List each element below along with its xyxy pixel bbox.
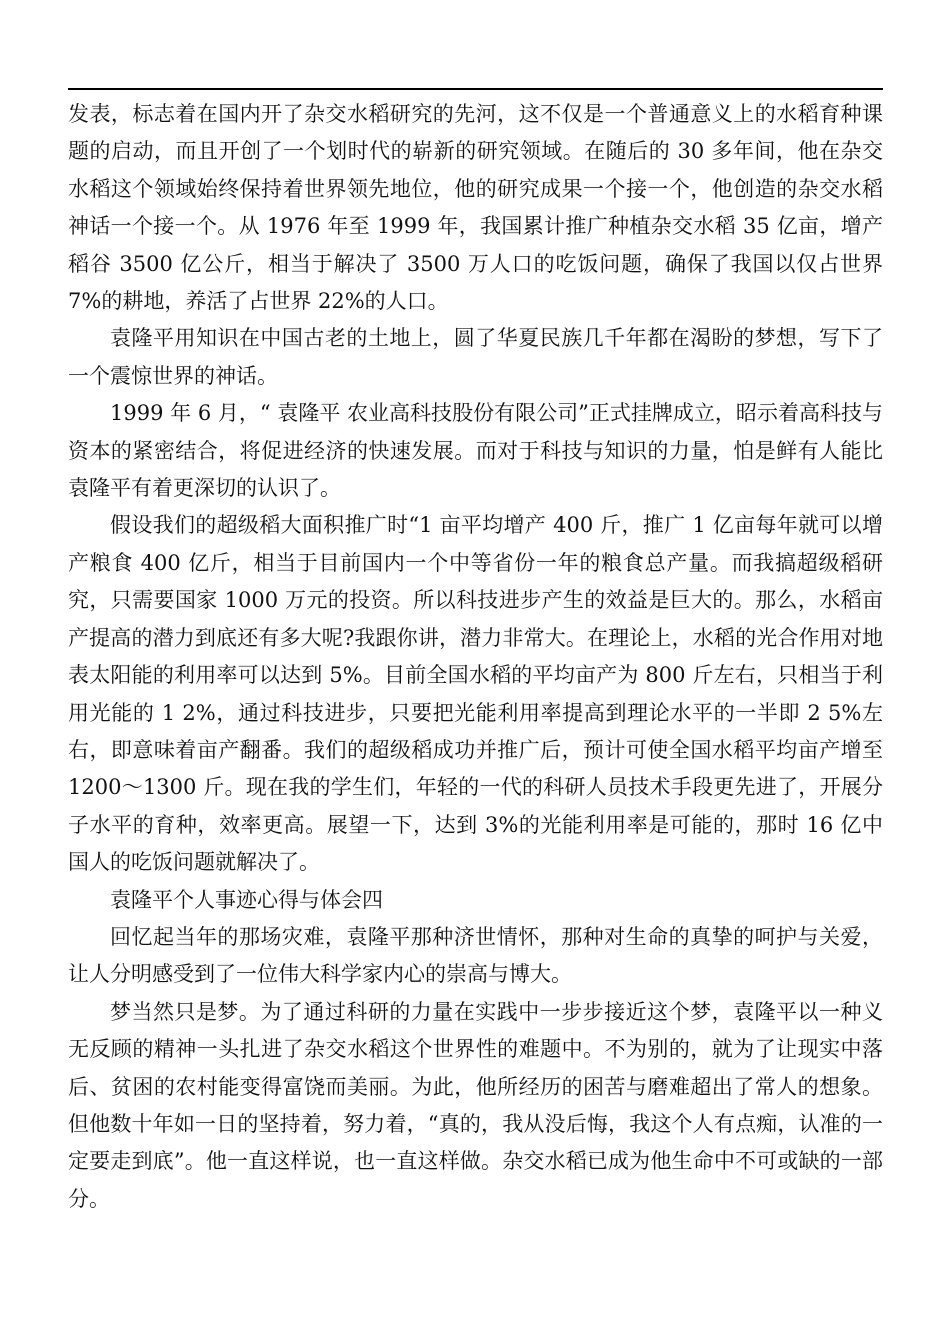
paragraph: 假设我们的超级稻大面积推广时“1 亩平均增产 400 斤，推广 1 亿亩每年就可以增产粮食 400 亿斤，相当于目前国内一个中等省份一年的粮食总产量。而我搞超级稻研究，只需要国家 1000 万元的投资。所以科技进步产生的效益是巨大的。那么，水稻亩产提高的潜力到底还有多大呢?我跟你讲，潜力非常大。在理论上，水稻的光合作用对地表太阳能的利用率可以达到 5%。目前全国水稻的平均亩产为 800 斤左右，只相当于利用光能的 1 2%，通过科技进步，只要把光能利用率提高到理论水平的一半即 2 5%左右，即意味着亩产翻番。我们的超级稻成功并推广后，预计可使全国水稻平均亩产增至 1200～1300 斤。现在我的学生们，年轻的一代的科研人员技术手段更先进了，开展分子水平的育种，效率更高。展望一下，达到 3%的光能利用率是可能的，那时 16 亿中国人的吃饭问题就解决了。 xyxy=(68,513,883,875)
header-rule xyxy=(68,88,883,90)
section-heading: 袁隆平个人事迹心得与体会四 xyxy=(110,887,383,912)
paragraph: 回忆起当年的那场灾难，袁隆平那种济世情怀，那种对生命的真挚的呵护与关爱，让人分明感受到了一位伟大科学家内心的崇高与博大。 xyxy=(68,924,883,987)
paragraph: 1999 年 6 月，“ 袁隆平 农业高科技股份有限公司”正式挂牌成立，昭示着高科技与资本的紧密结合，将促进经济的快速发展。而对于科技与知识的力量，怕是鲜有人能比袁隆平有着更深切的认识了。 xyxy=(68,401,883,501)
paragraph: 袁隆平用知识在中国古老的土地上，圆了华夏民族几千年都在渴盼的梦想，写下了一个震惊世界的神话。 xyxy=(68,326,883,388)
document-body xyxy=(68,96,883,1218)
paragraph: 梦当然只是梦。为了通过科研的力量在实践中一步步接近这个梦，袁隆平以一种义无反顾的精神一头扎进了杂交水稻这个世界性的难题中。不为别的，就为了让现实中落后、贫困的农村能变得富饶而美丽。为此，他所经历的困苦与磨难超出了常人的想象。但他数十年如一日的坚持着，努力着，“真的，我从没后悔，我这个人有点痴，认准的一定要走到底”。他一直这样说，也一直这样做。杂交水稻已成为他生命中不可或缺的一部分。 xyxy=(68,999,883,1211)
paragraph: 发表，标志着在国内开了杂交水稻研究的先河，这不仅是一个普通意义上的水稻育种课题的启动，而且开创了一个划时代的崭新的研究领域。在随后的 30 多年间，他在杂交水稻这个领域始终保持着世界领先地位，他的研究成果一个接一个，他创造的杂交水稻神话一个接一个。从 1976 年至 1999 年，我国累计推广种植杂交水稻 35 亿亩，增产稻谷 3500 亿公斤，相当于解决了 3500 万人口的吃饭问题，确保了我国以仅占世界 7%的耕地，养活了占世界 22%的人口。 xyxy=(68,102,883,314)
